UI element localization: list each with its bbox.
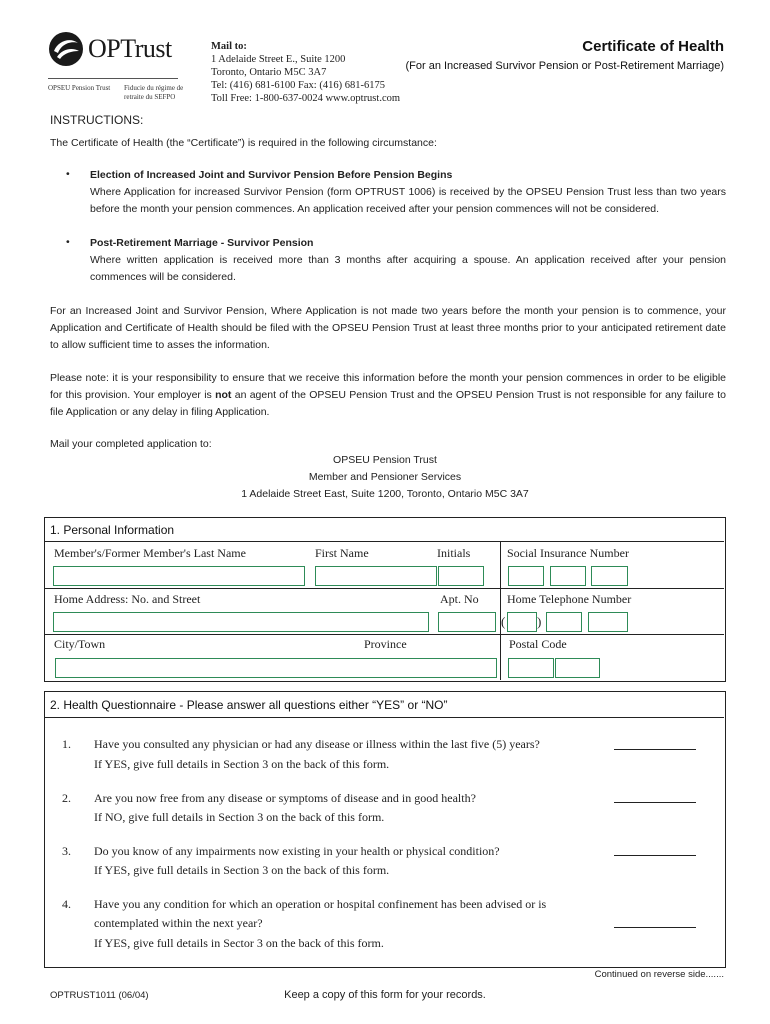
logo-sub-right-2: retraite du SEFPO	[124, 93, 176, 101]
section-1-rule	[45, 541, 724, 542]
mail-to-label: Mail to:	[211, 41, 247, 52]
bullet-2-body: Where written application is received more than 3 months after acquiring a spouse. An application received after your pension commences will be considered.	[90, 254, 726, 283]
first-name-field[interactable]	[315, 566, 437, 586]
initials-field[interactable]	[438, 566, 484, 586]
form-title: Certificate of Health	[582, 38, 724, 55]
note-part-a: Please note: it is your responsibility to ensure that we receive this information before the month your pension commences in order to be eligible for this provision. Your employer is	[50, 372, 726, 401]
bullet-1-title: Election of Increased Joint and Survivor Pension Before Pension Begins	[90, 169, 453, 181]
keep-copy-note: Keep a copy of this form for your records.	[284, 989, 486, 1001]
bullet-1-body: Where Application for increased Survivor Pension (form OPTRUST 1006) is received by the OPSEU Pension Trust less than two years before the month your pension commences. An application received after your pension commences will not be considered.	[90, 186, 726, 215]
mail-address-3: 1 Adelaide Street East, Suite 1200, Toronto, Ontario M5C 3A7	[241, 488, 529, 500]
sin-field-3[interactable]	[591, 566, 628, 586]
question-1-text: Have you consulted any physician or had any disease or illness within the last five (5) years?	[94, 737, 540, 751]
postal-code-field-1[interactable]	[508, 658, 554, 678]
section-1-divider	[500, 541, 501, 680]
section-1-rule-2	[45, 588, 724, 589]
optrust-logo-icon	[48, 31, 84, 67]
question-2-instruction: If NO, give full details in Section 3 on the back of this form.	[94, 810, 385, 824]
initials-label: Initials	[437, 546, 471, 560]
sin-label: Social Insurance Number	[507, 546, 629, 560]
question-2-number: 2.	[62, 791, 71, 805]
province-label: Province	[364, 637, 407, 651]
question-3-text: Do you know of any impairments now existing in your health or physical condition?	[94, 844, 500, 858]
note-part-b: an agent of the OPSEU Pension Trust and the OPSEU Pension Trust is not responsible for any failure to file Application or any delay in filing Application.	[50, 389, 726, 418]
sin-field-2[interactable]	[550, 566, 586, 586]
apt-field[interactable]	[438, 612, 496, 632]
mail-address-line2: Toronto, Ontario M5C 3A7	[211, 67, 327, 78]
mail-address-2: Member and Pensioner Services	[308, 471, 462, 483]
phone-area-code-field[interactable]	[507, 612, 537, 632]
question-4-text: Have you any condition for which an operation or hospital confinement has been advised or is	[94, 897, 547, 911]
question-4-number: 4.	[62, 897, 71, 911]
phone-field-2[interactable]	[588, 612, 628, 632]
section-2-rule	[45, 717, 724, 718]
first-name-label: First Name	[315, 546, 369, 560]
section-2-title: 2. Health Questionnaire - Please answer all questions either “YES” or “NO”	[50, 698, 448, 712]
section-1-rule-3	[45, 634, 724, 635]
question-3-number: 3.	[62, 844, 71, 858]
paragraph-filing: For an Increased Joint and Survivor Pension, Where Application is not made two years before the month your pension is to commence, your Application and Certificate of Health should be filed with the OPSEU Pension Trust at least three months prior to your anticipated retirement date to allow sufficient time to asses the information.	[50, 305, 726, 351]
mail-phone-fax: Tel: (416) 681-6100 Fax: (416) 681-6175	[211, 80, 385, 91]
last-name-label: Member's/Former Member's Last Name	[54, 546, 246, 560]
city-province-field[interactable]	[55, 658, 497, 678]
city-label: City/Town	[54, 637, 106, 651]
postal-code-field-2[interactable]	[555, 658, 600, 678]
question-4-answer-line[interactable]	[614, 927, 696, 928]
question-3-answer-line[interactable]	[614, 855, 696, 856]
question-1-number: 1.	[62, 737, 71, 751]
phone-paren-open: (	[501, 614, 506, 629]
logo-sub-left: OPSEU Pension Trust	[48, 84, 111, 92]
bullet-2-dot: •	[66, 236, 70, 248]
postal-code-label: Postal Code	[509, 637, 567, 651]
note-bold-not: not	[215, 389, 232, 401]
phone-paren-close: )	[537, 614, 542, 629]
bullet-2-title: Post-Retirement Marriage - Survivor Pension	[90, 237, 314, 249]
form-subtitle: (For an Increased Survivor Pension or Post-Retirement Marriage)	[405, 60, 724, 72]
address-label: Home Address: No. and Street	[54, 592, 201, 606]
phone-field-1[interactable]	[546, 612, 582, 632]
phone-label: Home Telephone Number	[507, 592, 632, 606]
last-name-field[interactable]	[53, 566, 305, 586]
mail-address-line1: 1 Adelaide Street E., Suite 1200	[211, 54, 346, 65]
sin-field-1[interactable]	[508, 566, 544, 586]
question-3-instruction: If YES, give full details in Section 3 on the back of this form.	[94, 863, 390, 877]
mail-tollfree-web: Toll Free: 1-800-637-0024 www.optrust.com	[211, 93, 401, 104]
mail-to-block	[211, 40, 400, 105]
question-1-instruction: If YES, give full details in Section 3 on the back of this form.	[94, 757, 390, 771]
section-1-title: 1. Personal Information	[50, 523, 175, 537]
instructions-heading: INSTRUCTIONS:	[50, 113, 144, 127]
logo-sub-right-1: Fiducie du régime de	[124, 84, 184, 92]
mail-intro: Mail your completed application to:	[50, 438, 212, 450]
logo-divider	[48, 78, 178, 79]
instructions-intro: The Certificate of Health (the “Certificate”) is required in the following circumstance:	[50, 137, 437, 149]
address-field[interactable]	[53, 612, 429, 632]
question-4-text-cont: contemplated within the next year?	[94, 916, 263, 930]
continued-note: Continued on reverse side.......	[594, 969, 724, 980]
question-1-answer-line[interactable]	[614, 749, 696, 750]
paragraph-note	[50, 370, 726, 421]
question-2-text: Are you now free from any disease or symptoms of disease and in good health?	[94, 791, 476, 805]
bullet-1-dot: •	[66, 168, 70, 180]
mail-address-1: OPSEU Pension Trust	[333, 454, 437, 466]
form-id: OPTRUST1011 (06/04)	[50, 990, 149, 1001]
question-4-instruction: If YES, give full details in Sector 3 on the back of this form.	[94, 936, 384, 950]
logo-wordmark: OPTrust	[88, 34, 172, 63]
question-2-answer-line[interactable]	[614, 802, 696, 803]
apt-label: Apt. No	[440, 592, 479, 606]
